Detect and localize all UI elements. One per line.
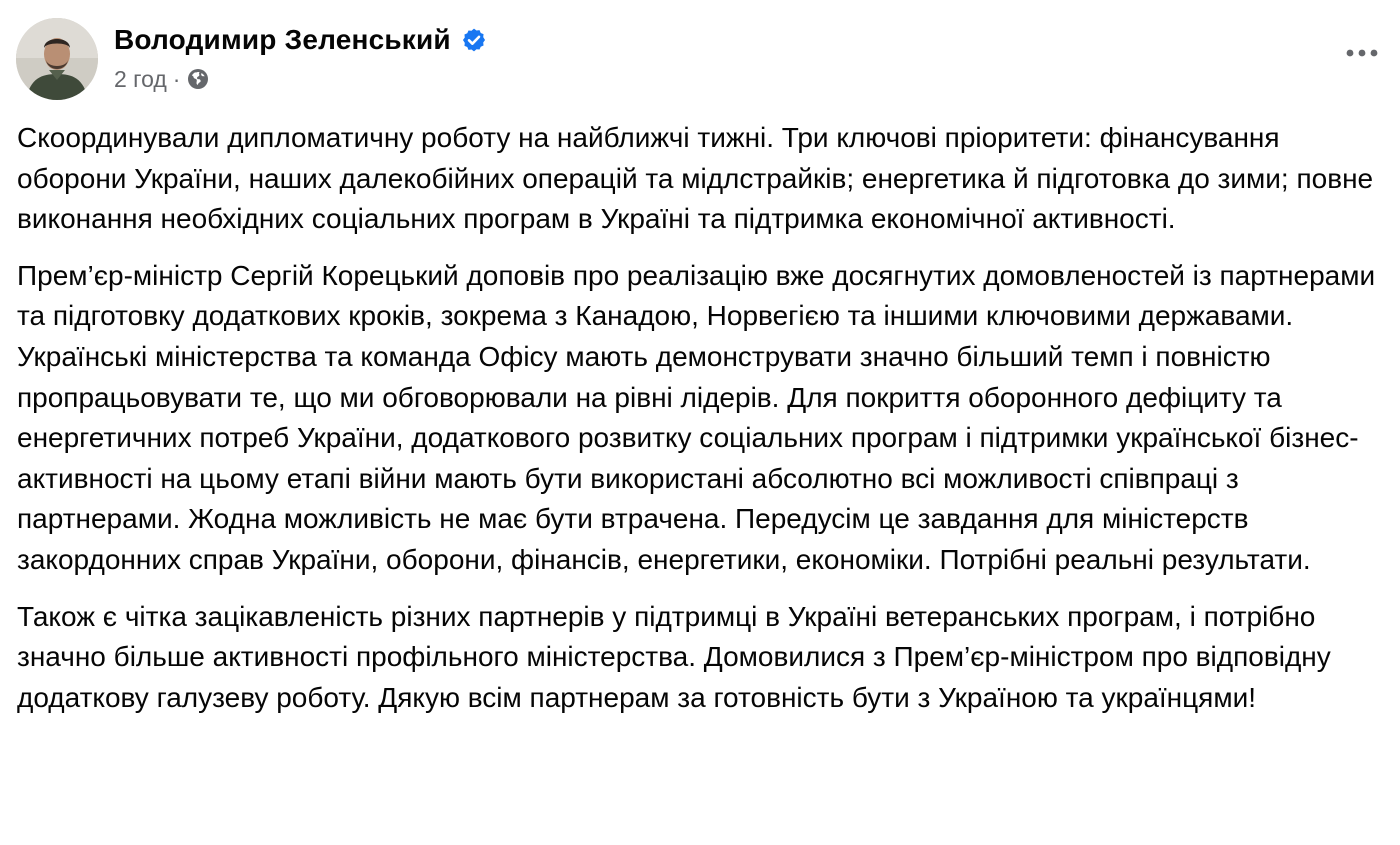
post-meta [114, 64, 210, 94]
post-header [16, 18, 1384, 100]
more-options-icon[interactable] [1340, 36, 1384, 70]
author-line [114, 20, 487, 60]
post-paragraph-2: Прем’єр-міністр Сергій Корецький доповів про реалізацію вже досягнутих домовленостей із партнерами та підготовку додаткових кроків, зокрема з Канадою, Норвегією та іншими ключовими державами. Українські міністерства та команда Офісу мають демонструвати значно більший темп і повністю пропрацьовувати те, що ми обговорювали на рівні лідерів. Для покриття оборонного дефіциту та енергетичних потреб України, додаткового розвитку соціальних програм і підтримки української бізнес-активності на цьому етапі війни мають бути використані абсолютно всі можливості співпраці з партнерами. Жодна можливість не має бути втрачена. Передусім це завдання для міністерств закордонних справ України, оборони, фінансів, енергетики, економіки. Потрібні реальні результати. [17, 259, 1376, 575]
post-body [17, 118, 1383, 734]
post-paragraph-1: Скоординували дипломатичну роботу на найближчі тижні. Три ключові пріоритети: фінансування оборони України, наших далекобійних операцій та мідлстрайків; енергетика й підготовка до зими; повне виконання необхідних соціальних програм в Україні та підтримка економічної активності. [17, 122, 1374, 235]
avatar-photo [16, 18, 98, 100]
meta-separator: · [172, 65, 181, 92]
author-name[interactable]: Володимир Зеленський [114, 24, 451, 55]
globe-icon[interactable] [186, 67, 210, 91]
post-timestamp[interactable]: 2 год [114, 65, 167, 92]
author-avatar[interactable] [16, 18, 98, 100]
verified-badge-icon [461, 27, 487, 53]
post-paragraph-3: Також є чітка зацікавленість різних партнерів у підтримці в Україні ветеранських програм, і потрібно значно більше активності профільного міністерства. Домовилися з Прем’єр-міністром про відповідну додаткову галузеву роботу. Дякую всім партнерам за готовність бути з Україною та українцями! [17, 600, 1331, 713]
